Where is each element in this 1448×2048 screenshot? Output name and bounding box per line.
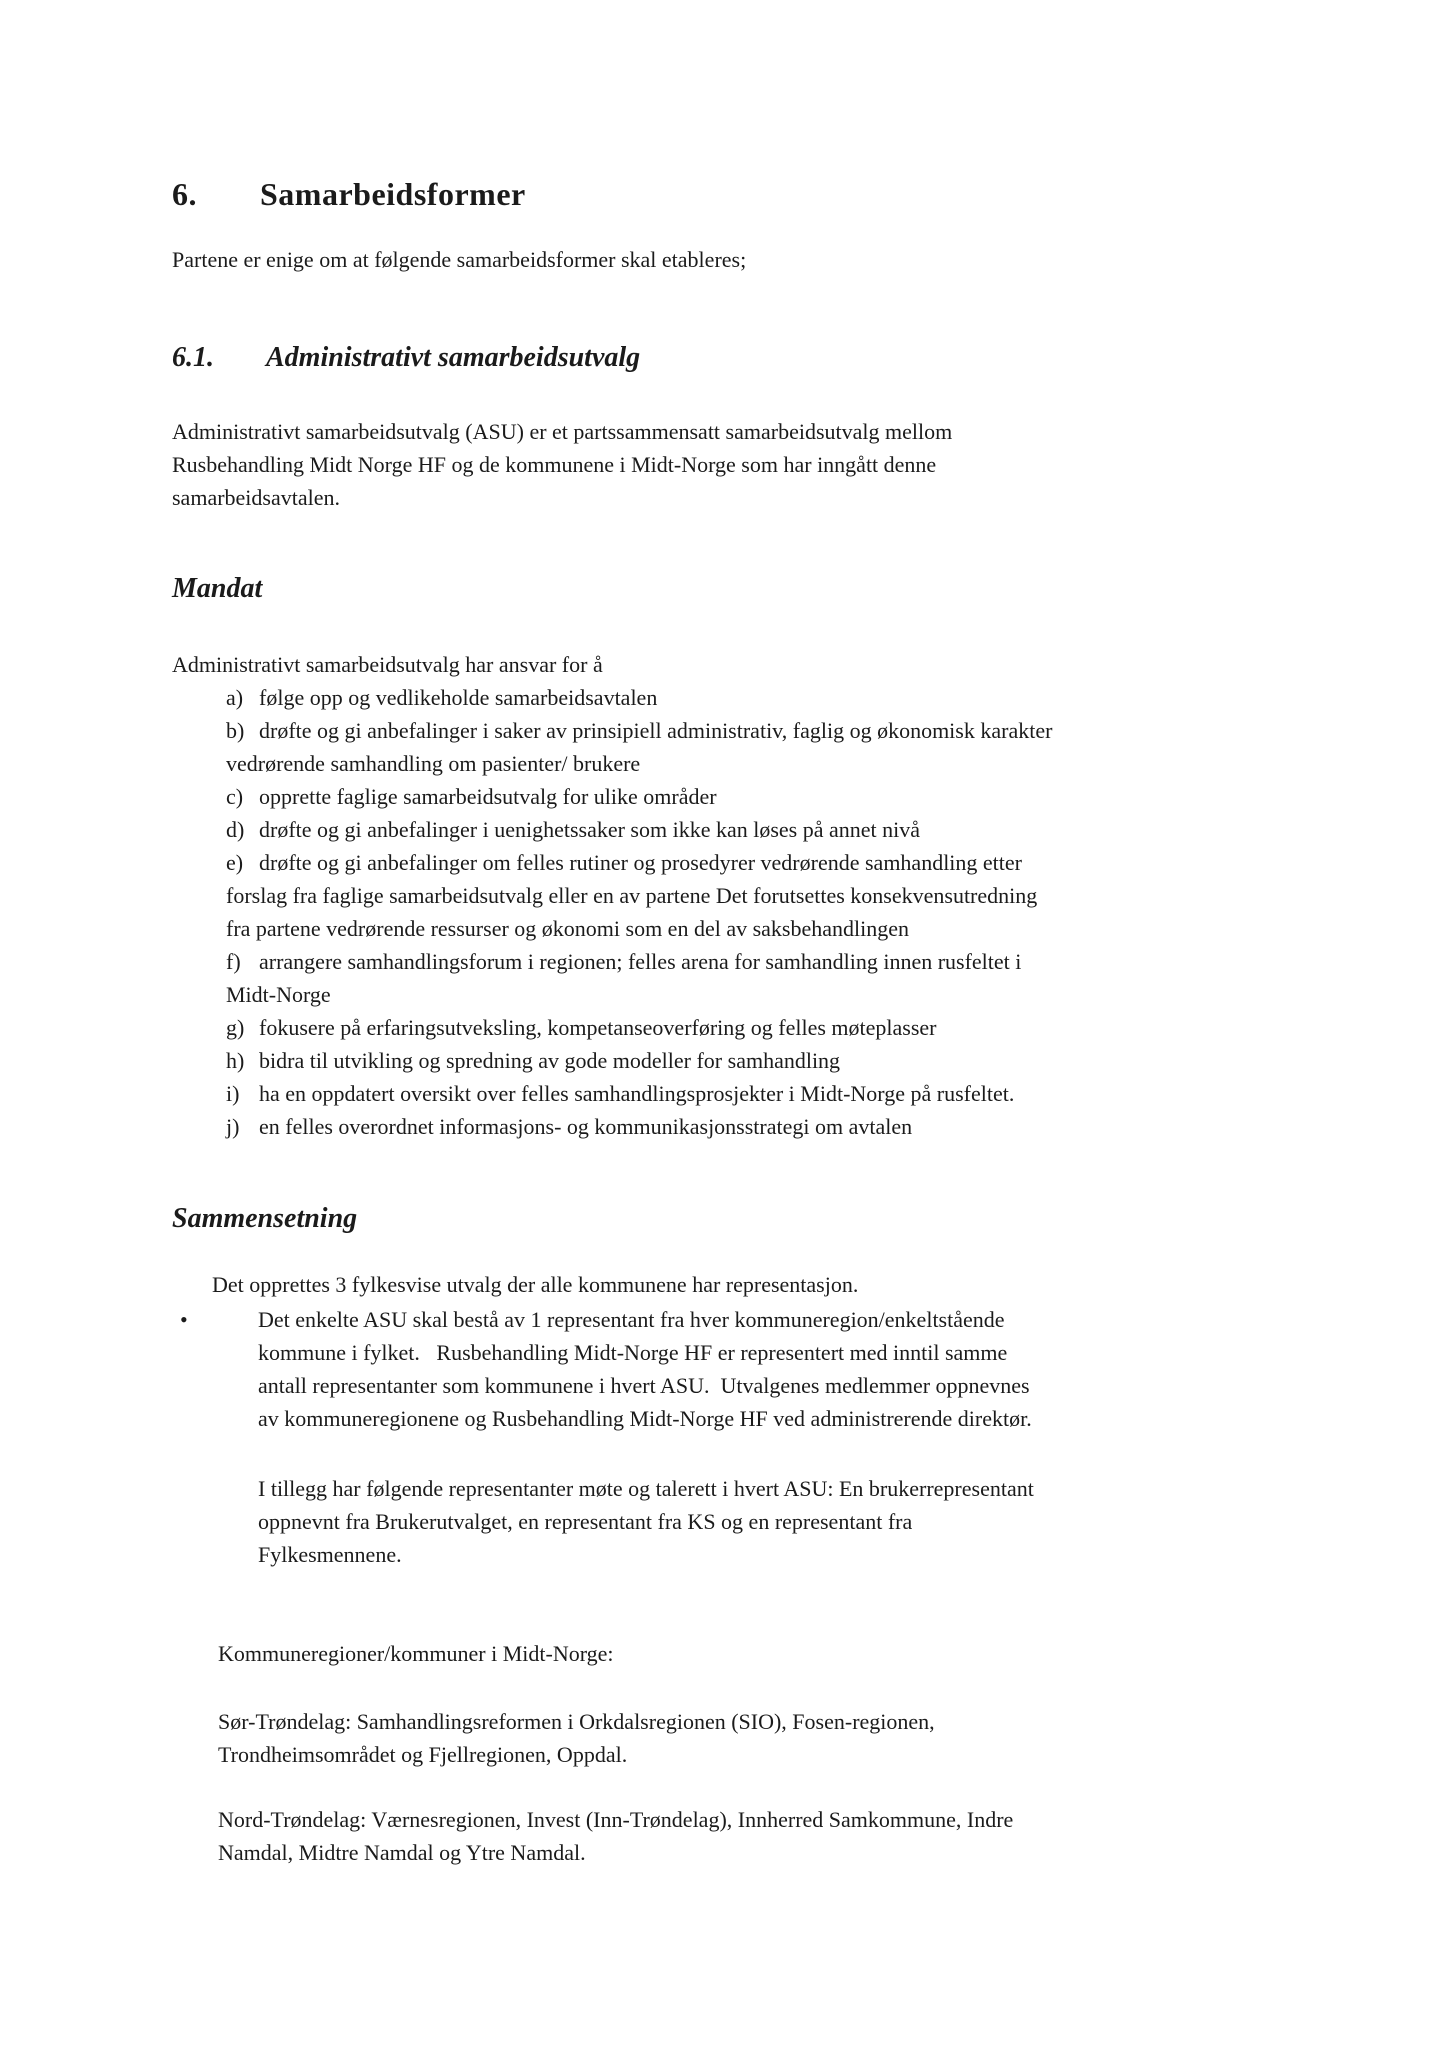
list-item-label: b) (226, 718, 245, 743)
list-item-j (172, 1110, 1328, 1143)
paragraph-line: Nord-Trøndelag: Værnesregionen, Invest (Inn-Trøndelag), Innherred Samkommune, Indre (218, 1807, 1014, 1832)
list-item-label: h) (226, 1048, 245, 1073)
list-item-label: f) (226, 949, 241, 974)
paragraph-line: oppnevnt fra Brukerutvalget, en representant fra KS og en representant fra (258, 1509, 913, 1534)
regions-heading: Kommuneregioner/kommuner i Midt-Norge: (218, 1641, 614, 1666)
bullet-line: antall representanter som kommunene i hvert ASU. Utvalgenes medlemmer oppnevnes (258, 1373, 1030, 1398)
list-item-text: en felles overordnet informasjons- og kommunikasjonsstrategi om avtalen (259, 1114, 913, 1139)
section-heading (172, 175, 1328, 213)
paragraph-line: Administrativt samarbeidsutvalg (ASU) er et partssammensatt samarbeidsutvalg mellom (172, 419, 953, 444)
paragraph-line: Namdal, Midtre Namdal og Ytre Namdal. (218, 1840, 586, 1865)
list-item-text: arrangere samhandlingsforum i regionen; felles arena for samhandling innen rusfeltet i (259, 949, 1022, 974)
nord-trondelag-paragraph (172, 1803, 1328, 1869)
section-title: Samarbeidsformer (260, 176, 526, 212)
list-item-a (172, 681, 1328, 714)
sammensetning-heading: Sammensetning (172, 1203, 358, 1234)
list-item-b (172, 714, 1328, 747)
asu-paragraph (172, 415, 1328, 514)
list-item-label: e) (226, 850, 244, 875)
list-item-text: drøfte og gi anbefalinger i saker av prinsipiell administrativ, faglig og økonomisk karakter (259, 718, 1053, 743)
list-item-g (172, 1011, 1328, 1044)
paragraph-line: Sør-Trøndelag: Samhandlingsreformen i Orkdalsregionen (SIO), Fosen-regionen, (218, 1709, 935, 1734)
bullet-line (172, 1303, 1328, 1336)
tillegg-paragraph (172, 1472, 1328, 1571)
list-item-label: j) (226, 1114, 240, 1139)
list-item-label: c) (226, 784, 244, 809)
bullet-item (172, 1303, 1328, 1435)
subsection-heading (172, 342, 1328, 374)
section-number: 6. (172, 176, 197, 212)
list-item-e (172, 846, 1328, 879)
bullet-icon: • (180, 1307, 188, 1332)
paragraph-line: Rusbehandling Midt Norge HF og de kommunene i Midt-Norge som har inngått denne (172, 452, 937, 477)
list-item-e-continuation: forslag fra faglige samarbeidsutvalg eller en av partene Det forutsettes konsekvensutredning (226, 883, 1038, 908)
list-item-h (172, 1044, 1328, 1077)
list-item-b-continuation: vedrørende samhandling om pasienter/ brukere (226, 751, 641, 776)
sor-trondelag-paragraph (172, 1705, 1328, 1771)
list-item-label: a) (226, 685, 244, 710)
list-item-c (172, 780, 1328, 813)
mandat-heading: Mandat (172, 573, 263, 604)
paragraph-line: samarbeidsavtalen. (172, 485, 340, 510)
intro-sentence: Partene er enige om at følgende samarbeidsformer skal etableres; (172, 247, 747, 272)
list-item-i (172, 1077, 1328, 1110)
list-item-text: drøfte og gi anbefalinger i uenighetssaker som ikke kan løses på annet nivå (259, 817, 921, 842)
list-item-text: følge opp og vedlikeholde samarbeidsavtalen (259, 685, 658, 710)
bullet-line: av kommuneregionene og Rusbehandling Midt-Norge HF ved administrerende direktør. (258, 1406, 1032, 1431)
bullet-text: Det enkelte ASU skal bestå av 1 representant fra hver kommuneregion/enkeltstående (258, 1307, 1005, 1332)
list-item-e-continuation: fra partene vedrørende ressurser og økonomi som en del av saksbehandlingen (226, 916, 909, 941)
list-item-f-continuation: Midt-Norge (226, 982, 331, 1007)
list-item-text: opprette faglige samarbeidsutvalg for ulike områder (259, 784, 717, 809)
list-item-text: ha en oppdatert oversikt over felles samhandlingsprosjekter i Midt-Norge på rusfeltet. (259, 1081, 1015, 1106)
mandat-list (172, 681, 1328, 1143)
list-item-text: drøfte og gi anbefalinger om felles rutiner og prosedyrer vedrørende samhandling etter (259, 850, 1022, 875)
list-item-label: i) (226, 1081, 240, 1106)
list-item-label: g) (226, 1015, 245, 1040)
bullet-line: kommune i fylket. Rusbehandling Midt-Norge HF er representert med inntil samme (258, 1340, 1008, 1365)
list-item-label: d) (226, 817, 245, 842)
paragraph-line: I tillegg har følgende representanter møte og talerett i hvert ASU: En brukerrepresentant (258, 1476, 1034, 1501)
subsection-number: 6.1. (172, 342, 214, 373)
subsection-title: Administrativt samarbeidsutvalg (266, 342, 641, 373)
mandat-lead: Administrativt samarbeidsutvalg har ansvar for å (172, 652, 603, 677)
paragraph-line: Fylkesmennene. (258, 1542, 402, 1567)
paragraph-line: Trondheimsområdet og Fjellregionen, Oppdal. (218, 1742, 628, 1767)
list-item-text: bidra til utvikling og spredning av gode modeller for samhandling (259, 1048, 841, 1073)
utvalg-sentence: Det opprettes 3 fylkesvise utvalg der alle kommunene har representasjon. (212, 1272, 859, 1297)
list-item-f (172, 945, 1328, 978)
list-item-d (172, 813, 1328, 846)
list-item-text: fokusere på erfaringsutveksling, kompetanseoverføring og felles møteplasser (259, 1015, 937, 1040)
